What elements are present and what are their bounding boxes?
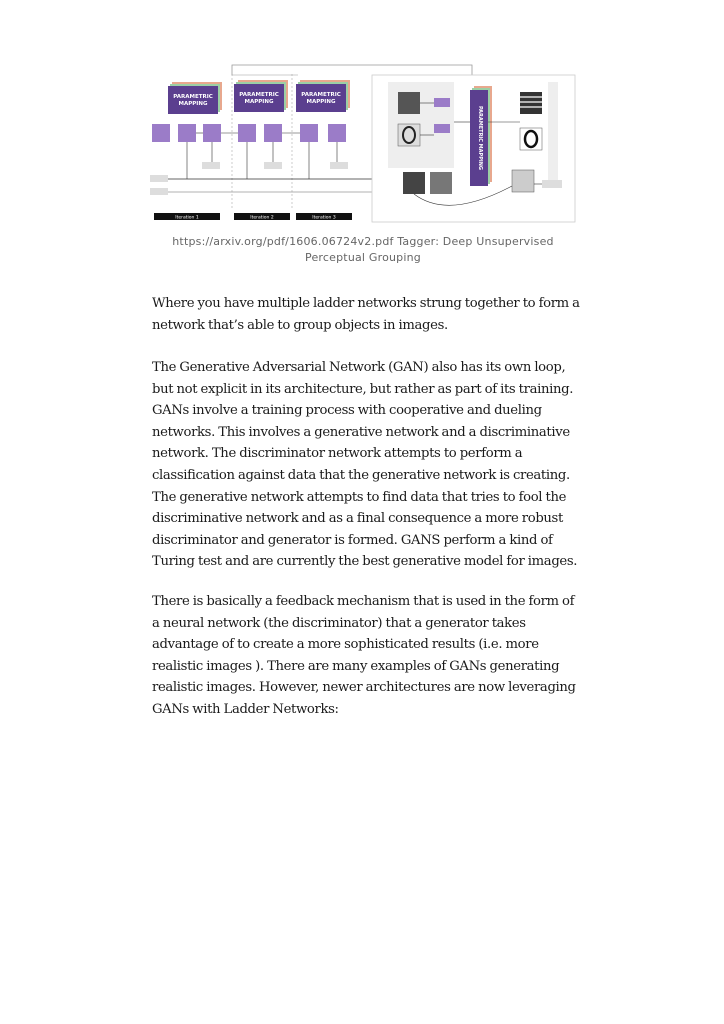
tagger-architecture-figure [148, 60, 578, 226]
mapping-label: PARAMETRIC [301, 92, 341, 98]
mapping-block-3 [296, 80, 350, 112]
iteration-label: Iteration 3 [312, 215, 336, 221]
mapping-label: MAPPING [306, 99, 336, 105]
iteration-label: Iteration 1 [175, 215, 199, 221]
vertical-mapping-block [470, 86, 492, 186]
iteration-label: Iteration 2 [250, 215, 274, 221]
caption-line: https://arxiv.org/pdf/1606.06724v2.pdf Tagger: Deep Unsupervised [172, 235, 554, 248]
mapping-block-1 [168, 82, 222, 114]
paragraph: The Generative Adversarial Network (GAN) also has its own loop, but not explicit in its architecture, but rather as part of its training. GANs involve a training process with cooperative and dueling networks. This involves a generative network and a discriminative network. The discriminator network attempts to perform a classification against data that the generative network is creating. The generative network attempts to find data that tries to fool the discriminative network and as a final consequence a more robust discriminator and generator is formed. GANS perform a kind of Turing test and are currently the best generative model for images. [152, 360, 578, 570]
mapping-label: MAPPING [244, 99, 274, 105]
caption-line: Perceptual Grouping [305, 250, 421, 264]
paragraph: There is basically a feedback mechanism that is used in the form of a neural network (the discriminator) that a generator takes advantage of to create a more sophisticated results (i.e. more realistic images ). There are many examples of GANs generating realistic images. However, newer architectures are now leveraging GANs with Ladder Networks: [152, 594, 576, 717]
vertical-mapping-label: PARAMETRIC MAPPING [477, 105, 483, 171]
mapping-block-2 [234, 80, 288, 112]
paragraph: Where you have multiple ladder networks strung together to form a network that’s able to group objects in images. [152, 296, 580, 333]
mapping-label: PARAMETRIC [173, 94, 213, 100]
figure-caption [140, 234, 586, 265]
mapping-label: PARAMETRIC [239, 92, 279, 98]
mapping-label: MAPPING [178, 101, 208, 107]
